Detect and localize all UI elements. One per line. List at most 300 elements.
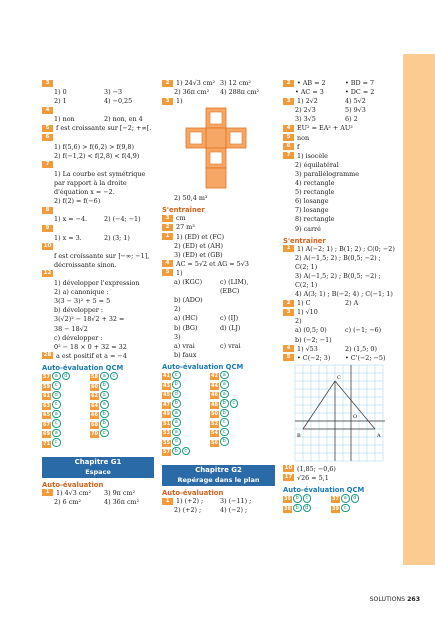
answer-text: par rapport à la droite bbox=[54, 179, 127, 188]
qcm-answer-circle: c bbox=[100, 429, 109, 438]
qcm-item bbox=[162, 418, 181, 427]
exercise-number: 7 bbox=[283, 152, 294, 159]
answer-line bbox=[283, 465, 395, 474]
qcm-number: 37 bbox=[332, 496, 339, 503]
exercise-number: 3 bbox=[283, 309, 294, 316]
exercise-number: 5 bbox=[42, 125, 53, 132]
answer-line bbox=[42, 234, 154, 243]
answer-text: 1) f(5,6) > f(6,2) > f(9,8) bbox=[54, 142, 134, 151]
answer-text: 2) f(2) = f(−6) bbox=[54, 197, 101, 206]
exercise-number: 1 bbox=[283, 245, 294, 252]
qcm-number: 48 bbox=[211, 401, 218, 408]
page-footer bbox=[300, 596, 420, 603]
qcm-item bbox=[162, 390, 181, 399]
qcm-number: 64 bbox=[91, 402, 98, 409]
exercise-number: 5 bbox=[283, 354, 294, 361]
answer-line bbox=[162, 506, 275, 515]
qcm-title-2: Auto-évaluation QCM bbox=[162, 362, 244, 371]
answer-text: √26 ≈ 5,1 bbox=[297, 473, 329, 482]
qcm-answer-circle: c bbox=[52, 419, 61, 428]
qcm-title-1: Auto-évaluation QCM bbox=[42, 363, 124, 372]
answer-line bbox=[162, 296, 275, 305]
exercise-number: 28 bbox=[43, 352, 52, 359]
answer-line bbox=[283, 354, 395, 363]
answer-text-right: c) vrai bbox=[220, 341, 241, 350]
answer-line bbox=[162, 251, 275, 260]
answer-line bbox=[162, 351, 275, 360]
qcm-number: 69 bbox=[43, 431, 50, 438]
answer-text: 1) 4√3 cm² bbox=[56, 488, 92, 497]
answer-line bbox=[283, 170, 395, 179]
exercise-number: 4 bbox=[283, 345, 294, 352]
answer-text: d'équation x = −2. bbox=[54, 188, 115, 197]
qcm-answer-circle: b bbox=[220, 409, 229, 418]
qcm-row bbox=[283, 504, 395, 514]
answer-line bbox=[283, 188, 395, 197]
qcm-answer-circle: c bbox=[172, 371, 181, 380]
answer-line bbox=[42, 88, 154, 97]
qcm-answer-circle: c bbox=[220, 428, 229, 437]
answer-text: 1) développer l'expression bbox=[54, 279, 140, 288]
answer-text: 2) 6 cm² bbox=[54, 498, 81, 506]
answer-line bbox=[42, 188, 154, 197]
answer-line bbox=[162, 223, 275, 232]
answer-line bbox=[42, 279, 154, 288]
qcm-row bbox=[162, 409, 275, 419]
answer-text: b) (−2; −1) bbox=[295, 335, 332, 344]
exercise-number: 6 bbox=[42, 134, 53, 141]
answer-line bbox=[42, 170, 154, 179]
answer-text: 2) 1 bbox=[54, 97, 67, 106]
qcm-answer-circle: c bbox=[52, 438, 61, 447]
qcm-number: 53 bbox=[163, 430, 170, 437]
qcm-row bbox=[162, 390, 275, 400]
answer-text: 2) 2√3 bbox=[295, 106, 316, 115]
answer-text-right: 6) 2 bbox=[345, 115, 358, 124]
exercise-number: 17 bbox=[284, 474, 293, 481]
qcm-answer-circle: b bbox=[100, 410, 109, 419]
qcm-item bbox=[162, 371, 181, 380]
qcm-answer-circle: a bbox=[52, 429, 61, 438]
qcm-number: 39 bbox=[332, 505, 339, 512]
answer-text: 1) (+2) ; bbox=[176, 497, 204, 506]
qcm-item bbox=[283, 504, 311, 513]
qcm-number: 52 bbox=[211, 420, 218, 427]
qcm-item bbox=[90, 381, 109, 390]
answer-line bbox=[162, 88, 275, 97]
answer-line bbox=[162, 214, 275, 223]
answer-line bbox=[42, 225, 154, 234]
qcm-answer-circle: d bbox=[351, 494, 360, 503]
qcm-number: 57 bbox=[163, 449, 170, 456]
answer-text: 3) A(−1,5; 2) ; B(0,5; −2) ; bbox=[295, 271, 381, 280]
answer-text: 1) x = −4. bbox=[54, 215, 88, 224]
chapter-subtitle-g1: Espace bbox=[42, 467, 154, 478]
answer-text-right: c) (IJ) bbox=[220, 314, 239, 323]
answer-text: 3) parallélogramme bbox=[295, 169, 359, 178]
qcm-item bbox=[90, 410, 109, 419]
qcm-answer-circle: b bbox=[172, 399, 181, 408]
qcm-answer-circle: a bbox=[172, 418, 181, 427]
answer-line bbox=[42, 215, 154, 224]
answer-text: 4) A(3; 1) ; B(−2; 4) ; C(−1; 1) bbox=[295, 290, 393, 299]
answer-line bbox=[283, 272, 395, 281]
answer-line bbox=[42, 97, 154, 106]
column-1 bbox=[42, 79, 154, 507]
qcm-item bbox=[42, 429, 61, 438]
answer-text-right: • BD = 7 bbox=[345, 79, 375, 87]
qcm-answer-circle: c bbox=[52, 400, 61, 409]
column-3 bbox=[283, 79, 395, 513]
qcm-answer-circle: a bbox=[172, 428, 181, 437]
net-face-2 bbox=[206, 128, 226, 148]
answer-line bbox=[42, 343, 154, 352]
answer-text: 2) f(−1,2) < f(2,8) < f(4,9) bbox=[54, 151, 140, 160]
answer-line bbox=[42, 489, 154, 498]
qcm-answer-circle: c bbox=[230, 399, 239, 408]
answer-text: 1) 24√3 cm² bbox=[176, 79, 216, 87]
qcm-number: 47 bbox=[163, 401, 170, 408]
qcm-number: 49 bbox=[163, 411, 170, 418]
answer-text: a) (HC) bbox=[174, 314, 198, 323]
answer-text: 27 m³ bbox=[176, 223, 195, 232]
answer-text-right: • DC = 2 bbox=[345, 88, 375, 97]
qcm-item bbox=[90, 400, 109, 409]
qcm-number: 41 bbox=[163, 373, 170, 380]
qcm-row bbox=[162, 428, 275, 438]
answer-text: 2) bbox=[174, 305, 181, 314]
qcm-number: 63 bbox=[43, 402, 50, 409]
qcm-row bbox=[162, 437, 275, 447]
graph-label-o: O bbox=[353, 413, 358, 420]
qcm-grid-2 bbox=[162, 371, 275, 457]
exercise-number: 10 bbox=[43, 243, 52, 250]
qcm-answer-circle: c bbox=[182, 447, 191, 456]
chapter-title-g2: Chapitre G2 bbox=[162, 465, 275, 475]
qcm-item bbox=[210, 428, 229, 437]
answer-line bbox=[283, 308, 395, 317]
answer-line bbox=[283, 345, 395, 354]
answer-line bbox=[283, 143, 395, 152]
answer-line bbox=[283, 215, 395, 224]
qcm-answer-circle: d bbox=[52, 391, 61, 400]
answer-line bbox=[283, 299, 395, 308]
qcm-row bbox=[42, 438, 154, 448]
answer-line bbox=[162, 314, 275, 323]
qcm-row bbox=[283, 494, 395, 504]
answer-line bbox=[42, 315, 154, 324]
qcm-row bbox=[42, 419, 154, 429]
answer-line bbox=[283, 97, 395, 106]
answer-text-right: 2) A bbox=[345, 299, 359, 308]
exercise-number: 1 bbox=[162, 498, 173, 505]
answer-line bbox=[162, 333, 275, 342]
qcm-item bbox=[162, 380, 181, 389]
qcm-answer-circle: b bbox=[172, 380, 181, 389]
qcm-answer-circle: a bbox=[220, 371, 229, 380]
answer-line bbox=[283, 245, 395, 254]
answer-text: 1) La courbe est symétrique bbox=[54, 169, 146, 178]
answer-line bbox=[283, 79, 395, 88]
net-caption: 2) 50,4 m³ bbox=[174, 194, 208, 203]
qcm-item bbox=[42, 381, 61, 390]
answer-text-right: 4) 288π cm² bbox=[220, 88, 260, 97]
answer-line bbox=[42, 106, 154, 115]
answer-line bbox=[283, 317, 395, 326]
answer-text: 8) rectangle bbox=[295, 215, 335, 224]
exercise-number: 4 bbox=[283, 125, 294, 132]
answer-text: non bbox=[297, 133, 310, 142]
answer-text: 3) 3√5 bbox=[295, 115, 316, 124]
answer-text-right: 5) 9√3 bbox=[345, 106, 366, 115]
qcm-answer-circle: a bbox=[100, 400, 109, 409]
answer-text: 1) x = 3. bbox=[54, 233, 82, 242]
answer-line bbox=[162, 497, 275, 506]
answer-text: 1) A(−2; 1) ; B(1; 2) ; C(0; −2) bbox=[297, 244, 395, 253]
qcm-number: 66 bbox=[91, 412, 98, 419]
qcm-item bbox=[90, 429, 109, 438]
qcm-answer-circle: b bbox=[220, 399, 229, 408]
graph-label-a: A bbox=[377, 432, 381, 439]
answer-text: 2) (+2) ; bbox=[174, 506, 202, 515]
answer-text: 38 − 18√2 bbox=[54, 324, 88, 333]
qcm-answer-circle: b bbox=[293, 504, 302, 513]
answer-line bbox=[283, 290, 395, 299]
qcm-number: 58 bbox=[91, 374, 98, 381]
answer-line bbox=[42, 206, 154, 215]
answer-text: 1) C bbox=[297, 299, 311, 308]
qcm-item bbox=[90, 419, 109, 428]
answer-text: C(2; 1) bbox=[295, 262, 318, 271]
answer-text: 5) rectangle bbox=[295, 188, 335, 197]
qcm-item bbox=[42, 391, 61, 400]
qcm-item bbox=[331, 494, 359, 503]
qcm-item bbox=[210, 371, 229, 380]
coordinate-graph bbox=[293, 363, 389, 463]
qcm-row bbox=[162, 380, 275, 390]
qcm-item bbox=[210, 418, 229, 427]
answer-text: c) développer : bbox=[54, 333, 103, 342]
exercise-number: 2 bbox=[162, 80, 173, 87]
qcm-number: 54 bbox=[211, 430, 218, 437]
answer-text-right: 2) non, en 4 bbox=[104, 115, 143, 124]
answer-text: AC = 5√2 et AG = 5√3 bbox=[176, 259, 249, 268]
train-title-3: S'entraîner bbox=[283, 236, 326, 245]
exercise-number: 5 bbox=[283, 134, 294, 141]
answer-text: cm bbox=[176, 214, 186, 223]
qcm-answer-circle: a bbox=[220, 380, 229, 389]
qcm-item bbox=[162, 428, 181, 437]
answer-line bbox=[283, 206, 395, 215]
qcm-item bbox=[210, 390, 229, 399]
qcm-answer-circle: a bbox=[172, 409, 181, 418]
qcm-item bbox=[42, 419, 61, 428]
qcm-answer-circle: c bbox=[220, 418, 229, 427]
exercise-number: 2 bbox=[162, 224, 173, 231]
answer-text: f bbox=[297, 142, 300, 151]
answer-line bbox=[42, 134, 154, 143]
answer-text: EU² = EA² + AU² bbox=[297, 124, 353, 133]
answer-text: a) (KGC) bbox=[174, 278, 203, 287]
answer-line bbox=[283, 197, 395, 206]
answer-text-right: 3) (−11) ; bbox=[220, 497, 252, 506]
answer-text: 9) carré bbox=[295, 224, 321, 233]
graph-label-c: C bbox=[337, 374, 341, 381]
answer-line bbox=[42, 325, 154, 334]
qcm-answer-circle: b bbox=[293, 494, 302, 503]
qcm-grid-1 bbox=[42, 372, 154, 448]
qcm-row bbox=[42, 410, 154, 420]
answer-line bbox=[162, 260, 275, 269]
answer-text: 1) bbox=[176, 97, 183, 106]
qcm-item bbox=[283, 494, 311, 503]
answer-line bbox=[283, 326, 395, 335]
answer-text: 3) (ED) et (GB) bbox=[174, 250, 223, 259]
qcm-title-3: Auto-évaluation QCM bbox=[283, 486, 365, 494]
qcm-answer-circle: c bbox=[110, 372, 119, 381]
qcm-item bbox=[90, 372, 118, 381]
answer-line bbox=[283, 134, 395, 143]
answer-line bbox=[42, 79, 154, 88]
qcm-item bbox=[42, 372, 70, 381]
qcm-answer-circle: c bbox=[341, 504, 350, 513]
qcm-answer-circle: b bbox=[172, 447, 181, 456]
exercise-number: 7 bbox=[42, 161, 53, 168]
answer-line bbox=[42, 297, 154, 306]
qcm-number: 44 bbox=[211, 382, 218, 389]
qcm-row bbox=[42, 391, 154, 401]
answer-text: a) vrai bbox=[174, 341, 195, 350]
qcm-answer-circle: a bbox=[52, 372, 61, 381]
exercise-number: 6 bbox=[283, 143, 294, 150]
answer-text: (1,85; −0,6) bbox=[297, 464, 336, 473]
qcm-item bbox=[162, 409, 181, 418]
qcm-answer-circle: c bbox=[303, 494, 312, 503]
qcm-number: 46 bbox=[211, 392, 218, 399]
qcm-number: 71 bbox=[43, 440, 50, 447]
answer-text: a est positif et a = −4 bbox=[56, 351, 127, 360]
qcm-item bbox=[210, 409, 229, 418]
answer-text: 2) équilatéral bbox=[295, 160, 339, 169]
exercise-number: 12 bbox=[43, 270, 52, 277]
exercise-number: 1 bbox=[42, 489, 53, 496]
qcm-answer-circle: a bbox=[100, 372, 109, 381]
answer-text: 2) (ED) et (AH) bbox=[174, 241, 223, 250]
qcm-number: 42 bbox=[211, 373, 218, 380]
graph-label-b: B bbox=[297, 432, 301, 439]
answer-text-right: 3) −3 bbox=[104, 88, 123, 97]
qcm-row bbox=[42, 372, 154, 382]
answer-line bbox=[42, 143, 154, 152]
answer-line bbox=[162, 79, 275, 88]
qcm-item bbox=[162, 399, 181, 408]
answer-text: b) (BG) bbox=[174, 323, 198, 332]
answer-text: 1) (ED) et (FC) bbox=[176, 232, 225, 241]
exercise-number: 3 bbox=[283, 98, 294, 105]
chapter-title-g1: Chapitre G1 bbox=[42, 457, 154, 467]
exercise-number: 2 bbox=[283, 80, 294, 87]
qcm-answer-circle: a bbox=[100, 391, 109, 400]
answer-text: b) développer : bbox=[54, 306, 103, 315]
qcm-row bbox=[162, 418, 275, 428]
cube-net-figure bbox=[174, 106, 264, 192]
answer-line bbox=[162, 97, 275, 106]
footer-label: SOLUTIONS bbox=[369, 596, 406, 603]
qcm-number: 45 bbox=[163, 392, 170, 399]
exercise-number: 3 bbox=[162, 98, 173, 105]
qcm-number: 50 bbox=[211, 411, 218, 418]
answer-line bbox=[162, 324, 275, 333]
qcm-row bbox=[162, 371, 275, 381]
answer-text: b) faux bbox=[174, 350, 197, 359]
answer-line bbox=[42, 179, 154, 188]
answer-text-right: 4) (−2) ; bbox=[220, 506, 248, 515]
qcm-number: 43 bbox=[163, 382, 170, 389]
qcm-row bbox=[162, 399, 275, 409]
answer-text-right: 4) −0,25 bbox=[104, 97, 133, 106]
qcm-item bbox=[42, 410, 61, 419]
answer-text: • C(−2; 3) bbox=[297, 353, 331, 362]
qcm-number: 67 bbox=[43, 421, 50, 428]
answer-text: décroissante sinon. bbox=[54, 260, 117, 269]
exercise-number: 9 bbox=[42, 225, 53, 232]
qcm-number: 38 bbox=[284, 505, 291, 512]
answer-text: C(2; 1) bbox=[295, 280, 318, 289]
answer-line bbox=[42, 124, 154, 133]
exercise-number: 5 bbox=[162, 269, 173, 276]
qcm-answer-circle: b bbox=[100, 381, 109, 390]
qcm-item bbox=[42, 438, 61, 447]
answer-line bbox=[42, 334, 154, 343]
qcm-answer-circle: b bbox=[100, 419, 109, 428]
qcm-number: 65 bbox=[43, 412, 50, 419]
answer-line bbox=[162, 342, 275, 351]
qcm-grid-3 bbox=[283, 494, 395, 513]
answer-line bbox=[283, 281, 395, 290]
qcm-answer-circle: a bbox=[220, 390, 229, 399]
qcm-item bbox=[162, 437, 181, 446]
answer-line bbox=[283, 336, 395, 345]
answer-line bbox=[42, 115, 154, 124]
answer-text: 3(√2)² − 18√2 + 32 = bbox=[54, 315, 125, 324]
answer-line bbox=[283, 115, 395, 124]
qcm-number: 68 bbox=[91, 421, 98, 428]
auto-eval-title-2: Auto-évaluation bbox=[162, 489, 224, 498]
answer-line bbox=[162, 287, 275, 296]
qcm-answer-circle: d bbox=[172, 437, 181, 446]
qcm-item bbox=[331, 504, 350, 513]
answer-text-right: 2) (1,5; 0) bbox=[345, 344, 377, 353]
answer-text: f est croissante sur ]−∞; −1], bbox=[54, 251, 150, 260]
answer-text-right: c) (LIM), bbox=[220, 278, 249, 287]
train-title-2: S'entraîner bbox=[162, 206, 205, 215]
qcm-answer-circle: d bbox=[172, 390, 181, 399]
qcm-answer-circle: d bbox=[303, 504, 312, 513]
auto-eval-title-1: Auto-évaluation bbox=[42, 480, 104, 489]
answer-line bbox=[42, 152, 154, 161]
net-face-6 bbox=[206, 168, 226, 188]
answer-line bbox=[42, 197, 154, 206]
qcm-number: 62 bbox=[91, 393, 98, 400]
answer-text: 2) a) canonique : bbox=[54, 288, 109, 297]
answer-line bbox=[42, 252, 154, 261]
qcm-number: 55 bbox=[163, 439, 170, 446]
answer-text-right: d) (LJ) bbox=[220, 323, 241, 332]
answer-line bbox=[42, 261, 154, 270]
answer-line bbox=[283, 225, 395, 234]
column-2 bbox=[162, 79, 275, 516]
exercise-number: 4 bbox=[162, 260, 173, 267]
